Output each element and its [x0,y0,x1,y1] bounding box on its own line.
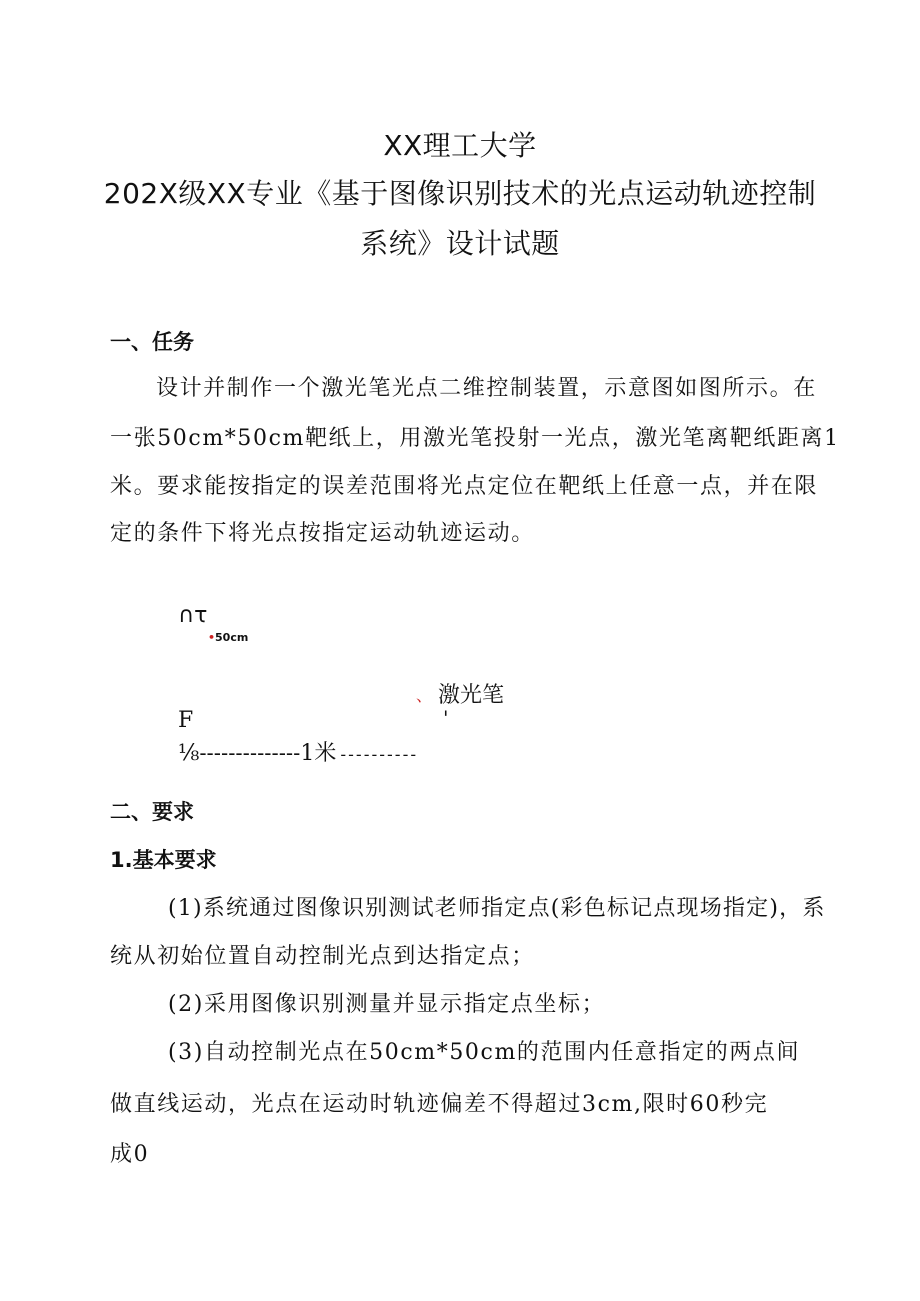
task-para-line2: 一张50cm*50cm靶纸上，用激光笔投射一光点，激光笔离靶纸距离1 [110,426,840,451]
task-para-line1: 设计并制作一个激光笔光点二维控制装置，示意图如图所示。在 [156,376,817,401]
f-label: F [178,708,194,733]
red-dot-mark: • [208,631,216,644]
dashes-left: -------------- [199,741,301,765]
task-para-line4: 定的条件下将光点按指定运动轨迹运动。 [110,521,535,546]
requirement-1-line2: 统从初始位置自动控制光点到达指定点； [110,944,535,969]
target-size-text: 50cm [215,631,249,644]
exam-title-line2: 系统》设计试题 [360,227,560,260]
target-size-label [208,631,248,644]
diagram-symbol: ∩τ [178,603,208,628]
requirement-3-line2: 做直线运动，光点在运动时轨迹偏差不得超过3cm,限时60秒完 [110,1092,769,1117]
laser-red-mark: 、 [416,686,433,705]
distance-label: 1米 [300,741,337,766]
distance-line [178,736,418,767]
laser-pointer-label: 激光笔 [438,683,505,708]
basic-requirements-heading: 1.基本要求 [110,848,217,872]
tick-mark: ' [443,706,449,730]
section2-heading: 二、要求 [110,800,194,824]
requirement-3-line3: 成0 [110,1142,150,1167]
requirement-3-line1: (3)自动控制光点在50cm*50cm的范围内任意指定的两点间 [168,1040,801,1065]
section1-heading: 一、任务 [110,330,194,354]
requirement-1-line1: (1)系统通过图像识别测试老师指定点(彩色标记点现场指定)，系 [168,896,826,921]
requirement-2: (2)采用图像识别测量并显示指定点坐标； [168,992,606,1017]
task-para-line3: 米。要求能按指定的误差范围将光点定位在靶纸上任意一点，并在限 [110,474,819,499]
dashes-right: ---------- [340,745,419,764]
frac-mark: ⅛ [178,741,200,766]
exam-title-line1: 202X级XX专业《基于图像识别技术的光点运动轨迹控制 [103,177,817,210]
university-title: XX理工大学 [383,129,537,162]
